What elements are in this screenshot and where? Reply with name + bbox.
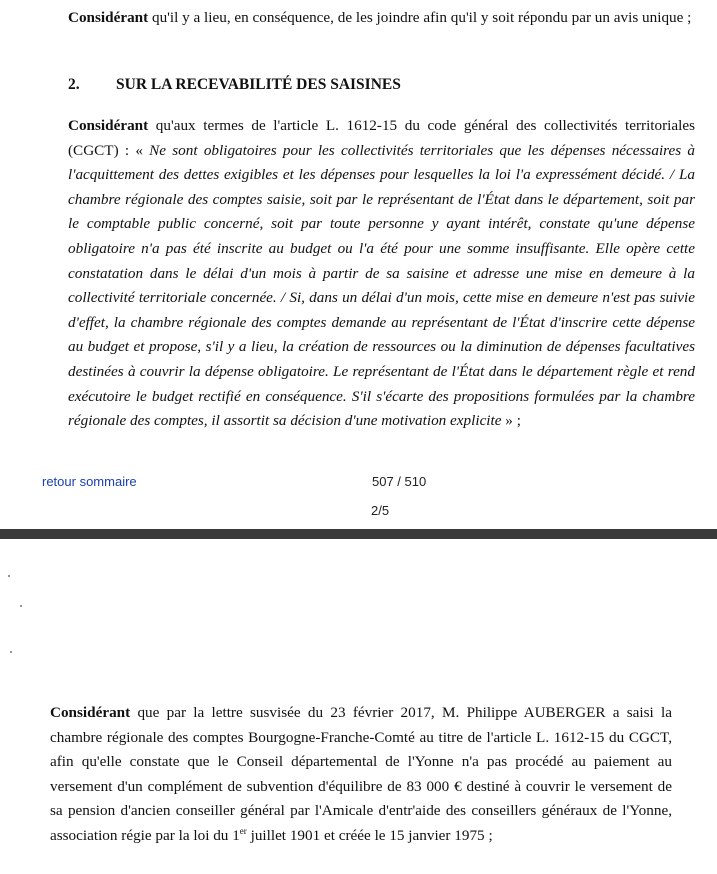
- paragraph-article: [68, 114, 695, 434]
- article-quote: Ne sont obligatoires pour les collectivités territoriales que les dépenses nécessaires à l'acquittement des dettes exigibles et les dépenses pour lesquelles la loi l'a expressément décidé. / La chambre régionale des comptes saisie, soit par le représentant de l'État dans le département, soit par le comptable public concerné, soit par toute personne y ayant intérêt, constate qu'une dépense obligatoire n'a pas été inscrite au budget ou l'a été pour une somme insuffisante. Elle opère cette constatation dans le délai d'un mois à partir de sa saisine et adresse une mise en demeure à la collectivité territoriale concernée. / Si, dans un délai d'un mois, cette mise en demeure n'est pas suivie d'effet, la chambre régionale des comptes demande au représentant de l'État d'inscrire cette dépense au budget et propose, s'il y a lieu, la création de ressources ou la diminution de dépenses facultatives destinées à couvrir la dépense obligatoire. Le représentant de l'État dans le département règle et rend exécutoire le budget rectifié en conséquence. S'il s'écarte des propositions formulées par la chambre régionale des comptes, il assortit sa décision d'une motivation explicite: [68, 141, 695, 430]
- superscript: er: [239, 825, 247, 836]
- document-page-bottom: [0, 539, 717, 874]
- paragraph-text-end: juillet 1901 et créée le 15 janvier 1975 ;: [246, 826, 493, 844]
- paragraph-text: qu'il y a lieu, en conséquence, de les joindre afin qu'il y soit répondu par un avis unique ;: [148, 9, 692, 26]
- lead-word: Considérant: [50, 704, 131, 721]
- paragraph-saisine: [50, 701, 672, 849]
- paragraph-outro: » ;: [501, 412, 521, 430]
- paragraph-joindre: [68, 6, 695, 31]
- lead-word: Considérant: [68, 117, 149, 134]
- section-title: SUR LA RECEVABILITÉ DES SAISINES: [116, 76, 401, 93]
- page-divider: [0, 529, 717, 539]
- paragraph-text: que par la lettre susvisée du 23 février 2017, M. Philippe AUBERGER a saisi la chambre régionale des comptes Bourgogne-Franche-Comté au titre de l'article L. 1612-15 du CGCT, afin qu'elle constate que le Conseil départemental de l'Yonne n'a pas procédé au paiement au versement d'un complément de subvention d'équilibre de 83 000 € destiné à couvrir le versement de sa pension d'ancien conseiller général par l'Amicale d'entr'aide des conseillers généraux de l'Yonne, association régie par la loi du 1: [50, 704, 672, 844]
- scan-speck: [20, 605, 22, 607]
- section-heading: [68, 76, 401, 94]
- paragraph-intro: qu'aux termes de l'article L. 1612-15 du code général des collectivités territoriales (CGCT) : «: [68, 117, 695, 159]
- page-number: 2/5: [371, 503, 390, 518]
- section-number: 2.: [68, 76, 80, 93]
- scan-speck: [10, 651, 12, 653]
- lead-word: Considérant: [68, 9, 149, 26]
- page-counter: 507 / 510: [372, 474, 427, 489]
- back-to-summary-link[interactable]: retour sommaire: [42, 474, 137, 489]
- scan-speck: [8, 575, 10, 577]
